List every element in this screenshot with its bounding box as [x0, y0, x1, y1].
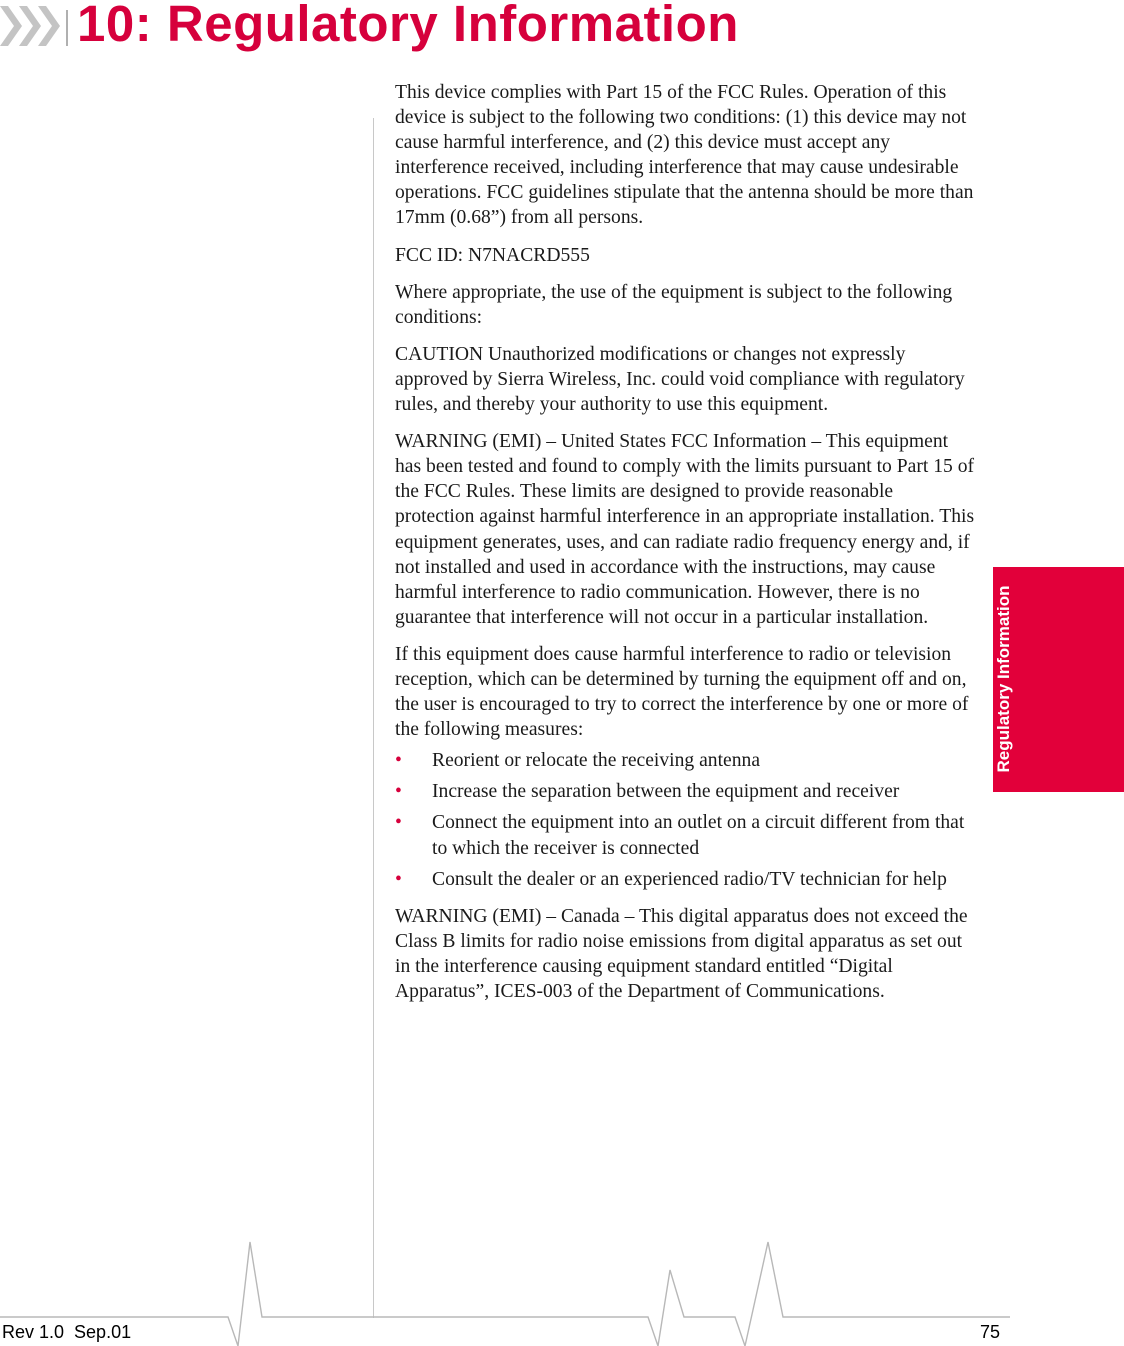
bullet-icon: •	[395, 812, 402, 834]
caution-paragraph: CAUTION Unauthorized modifications or changes not expressly approved by Sierra Wireless, Inc. could void compliance with regulatory rules, and thereby your authority to use this equipment.	[395, 343, 965, 416]
warning-canada-paragraph: WARNING (EMI) – Canada – This digital apparatus does not exceed the Class B limits for radio noise emissions from digital apparatus as set out in the interference causing equipment standard entitled “Digital Apparatus”, ICES-003 of the Department of Communications.	[395, 905, 968, 1002]
list-item-text: Connect the equipment into an outlet on a circuit different from that to which the receiver is connected	[432, 812, 965, 859]
measures-list	[395, 748, 975, 891]
fcc-compliance-paragraph: This device complies with Part 15 of the FCC Rules. Operation of this device is subject to the following two conditions: (1) this device may not cause harmful interference, and (2) this device must accept any interference received, including interference that may cause undesirable operations. FCC guidelines stipulate that the antenna should be more than 17mm (0.68”) from all persons.	[395, 82, 974, 229]
chapter-title: 10: Regulatory Information	[77, 0, 739, 52]
list-item-text: Consult the dealer or an experienced radio/TV technician for help	[432, 868, 947, 890]
fcc-id: FCC ID: N7NACRD555	[395, 244, 590, 266]
list-item-text: Reorient or relocate the receiving antenna	[432, 750, 761, 772]
page-number: 75	[980, 1322, 1001, 1342]
bullet-icon: •	[395, 750, 402, 772]
list-item	[395, 810, 975, 860]
bullet-icon: •	[395, 868, 402, 890]
bullet-icon: •	[395, 781, 402, 803]
body-text	[395, 80, 975, 1016]
list-item	[395, 779, 975, 804]
side-tab-label: Regulatory Information	[994, 585, 1013, 773]
list-item	[395, 867, 975, 892]
chevron-arrows-icon	[0, 4, 72, 48]
conditions-intro-paragraph: Where appropriate, the use of the equipment is subject to the following conditions:	[395, 281, 953, 328]
footer-wave-line	[0, 1230, 1124, 1346]
list-item-text: Increase the separation between the equipment and receiver	[432, 781, 900, 803]
footer-revision: Rev 1.0 Sep.01	[2, 1322, 132, 1342]
list-item	[395, 748, 975, 773]
warning-us-paragraph: WARNING (EMI) – United States FCC Information – This equipment has been tested and found to comply with the limits pursuant to Part 15 of the FCC Rules. These limits are designed to provide reasonable protection against harmful interference in an appropriate installation. This equipment generates, uses, and can radiate radio frequency energy and, if not installed and used in accordance with the instructions, may cause harmful interference to radio communication. However, there is no guarantee that interference will not occur in a particular installation.	[395, 431, 975, 628]
interference-measures-paragraph: If this equipment does cause harmful interference to radio or television reception, which can be determined by turning the equipment off and on, the user is encouraged to try to correct the interference by one or more of the following measures:	[395, 643, 969, 741]
vertical-rule	[373, 118, 374, 1318]
